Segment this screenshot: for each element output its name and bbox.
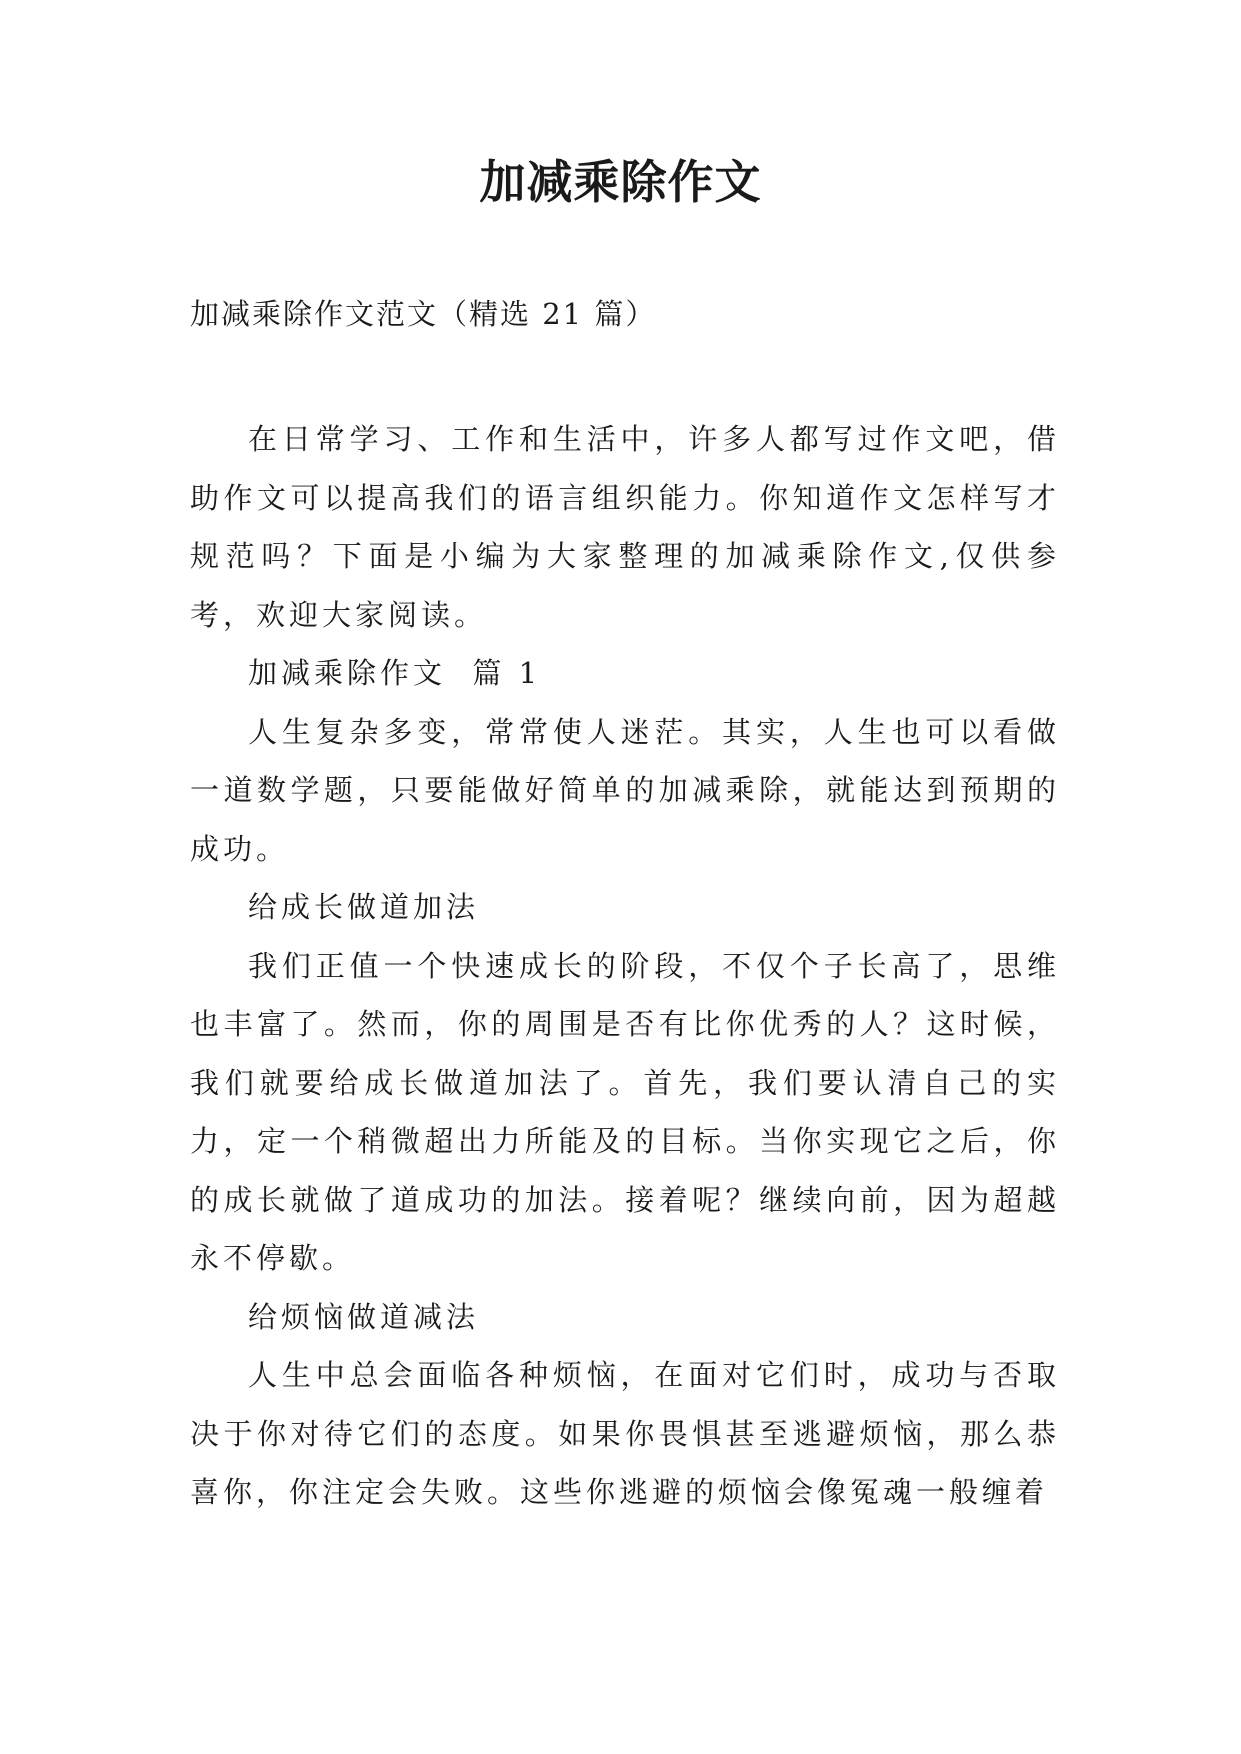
paragraph-life: 人生复杂多变，常常使人迷茫。其实，人生也可以看做一道数学题，只要能做好简单的加减乘除，就能达到预期的成功。 [190, 714, 1060, 866]
document-title: 加减乘除作文 [479, 155, 762, 209]
paragraph-addition: 我们正值一个快速成长的阶段，不仅个子长高了，思维也丰富了。然而，你的周围是否有比你优秀的人？这时候，我们就要给成长做道加法了。首先，我们要认清自己的实力，定一个稍微超出力所能及的目标。当你实现它之后，你的成长就做了道成功的加法。接着呢？继续向前，因为超越永不停歇。 [190, 948, 1060, 1275]
heading-subtraction: 给烦恼做道减法 [248, 1299, 480, 1334]
intro-paragraph: 在日常学习、工作和生活中，许多人都写过作文吧，借助作文可以提高我们的语言组织能力。你知道作文怎样写才规范吗？下面是小编为大家整理的加减乘除作文,仅供参考，欢迎大家阅读。 [190, 422, 1060, 632]
document-body [190, 410, 1060, 1522]
section-title: 加减乘除作文 篇 1 [248, 656, 542, 690]
heading-addition: 给成长做道加法 [248, 890, 480, 924]
document-subtitle: 加减乘除作文范文（精选 21 篇） [190, 297, 657, 331]
paragraph-subtraction: 人生中总会面临各种烦恼，在面对它们时，成功与否取决于你对待它们的态度。如果你畏惧甚至逃避烦恼，那么恭喜你，你注定会失败。这些你逃避的烦恼会像冤魂一般缠着 [190, 1358, 1060, 1509]
